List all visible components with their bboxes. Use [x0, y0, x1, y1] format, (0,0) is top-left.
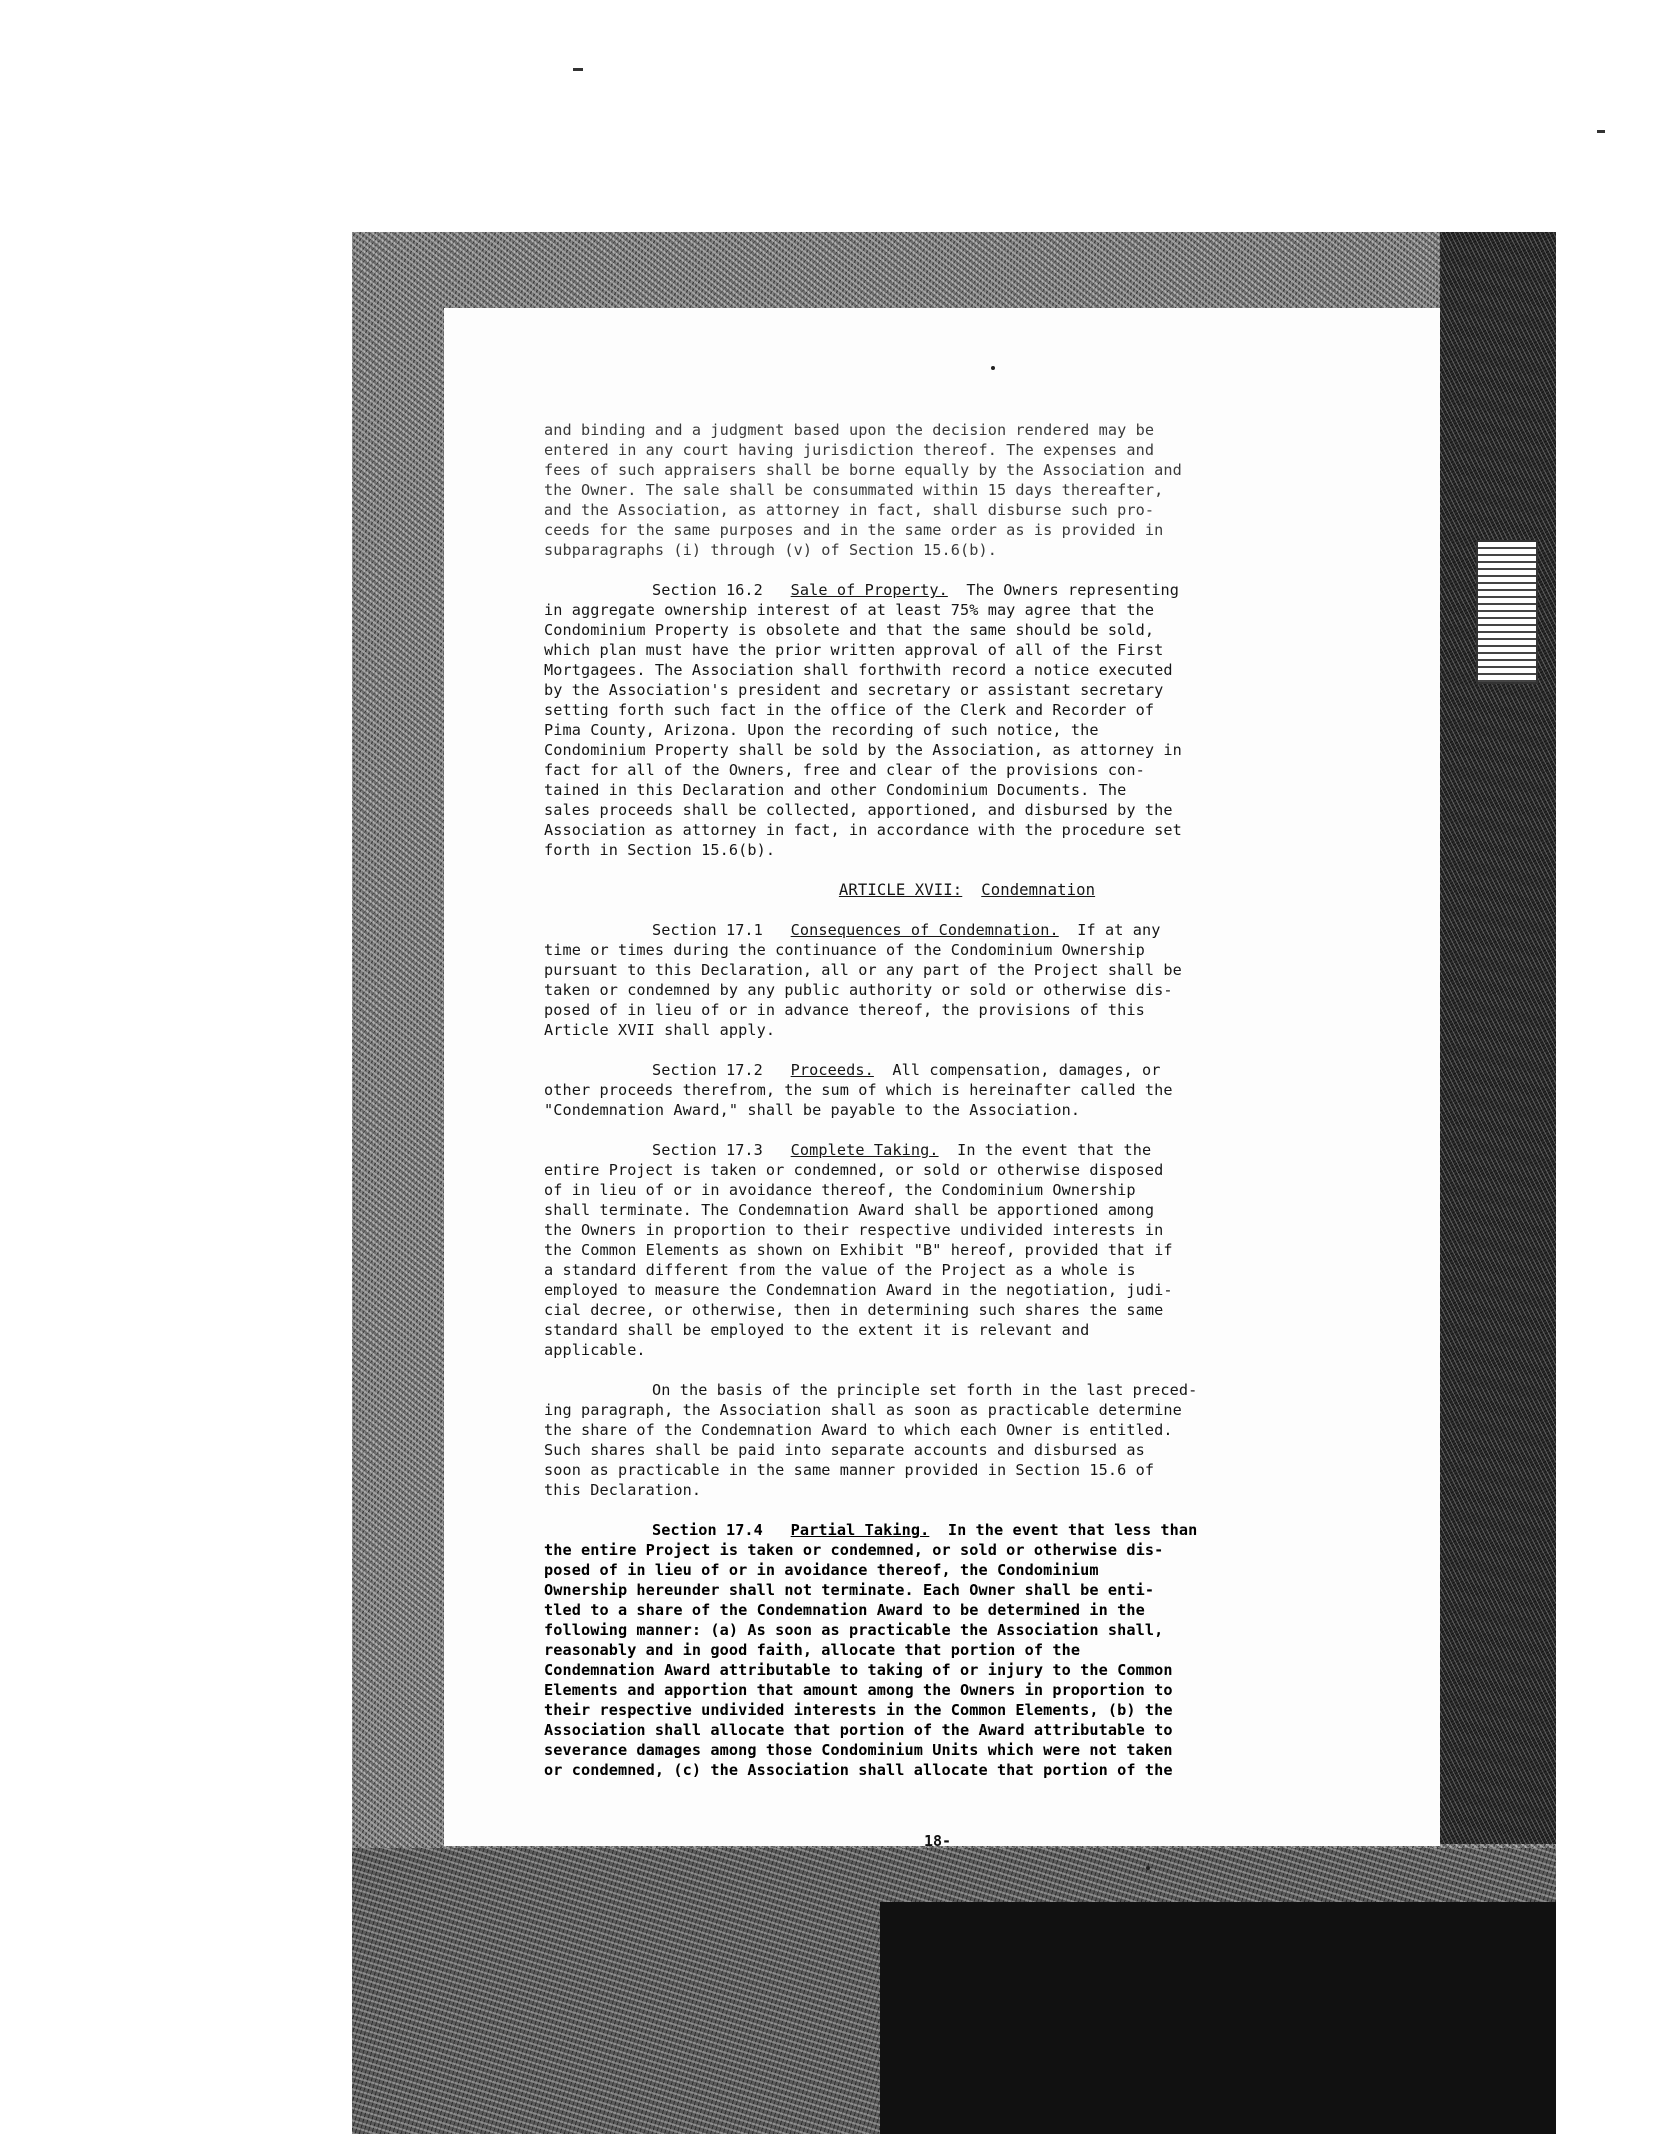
text-line: subparagraphs (i) through (v) of Section 15.6(b). [544, 541, 997, 559]
text-line: taken or condemned by any public authority or sold or otherwise dis- [544, 981, 1173, 999]
text-line: sales proceeds shall be collected, apportioned, and disbursed by the [544, 801, 1173, 819]
text-line: the Common Elements as shown on Exhibit "B" hereof, provided that if [544, 1241, 1173, 1259]
text-line: "Condemnation Award," shall be payable to the Association. [544, 1101, 1081, 1119]
section-first-line [544, 920, 1330, 940]
text-line: Association shall allocate that portion of the Award attributable to [544, 1721, 1173, 1739]
section-number: Section 17.3 [652, 1141, 763, 1159]
text-line: forth in Section 15.6(b). [544, 841, 776, 859]
scan-mark-right [1597, 130, 1605, 133]
text-line: Condominium Property shall be sold by the Association, as attorney in [544, 741, 1182, 759]
text-line: and the Association, as attorney in fact, shall disburse such pro- [544, 501, 1155, 519]
text-line: and binding and a judgment based upon the decision rendered may be [544, 421, 1155, 439]
text-line: In the event that less than [947, 1521, 1198, 1539]
text-line: Such shares shall be paid into separate accounts and disbursed as [544, 1441, 1145, 1459]
text-line: their respective undivided interests in the Common Elements, (b) the [544, 1701, 1173, 1719]
text-line: ceeds for the same purposes and in the same order as is provided in [544, 521, 1164, 539]
text-line: standard shall be employed to the extent it is relevant and [544, 1321, 1090, 1339]
text-line: posed of in lieu of or in advance thereof, the provisions of this [544, 1001, 1145, 1019]
text-line: Elements and apportion that amount among the Owners in proportion to [544, 1681, 1173, 1699]
section-17-1 [544, 920, 1330, 1040]
text-line: Mortgagees. The Association shall forthwith record a notice executed [544, 661, 1173, 679]
text-line: Article XVII shall apply. [544, 1021, 776, 1039]
text-line: the entire Project is taken or condemned, or sold or otherwise dis- [544, 1541, 1164, 1559]
text-line: Association as attorney in fact, in accordance with the procedure set [544, 821, 1182, 839]
carry-over-paragraph [544, 420, 1330, 560]
text-line: tained in this Declaration and other Condominium Documents. The [544, 781, 1127, 799]
text-line: fact for all of the Owners, free and clear of the provisions con- [544, 761, 1145, 779]
section-number: Section 17.4 [652, 1521, 763, 1539]
text-line: Ownership hereunder shall not terminate. Each Owner shall be enti- [544, 1581, 1155, 1599]
text-line: shall terminate. The Condemnation Award shall be apportioned among [544, 1201, 1155, 1219]
text-line: Pima County, Arizona. Upon the recording of such notice, the [544, 721, 1099, 739]
section-heading: Sale of Property. [790, 581, 948, 599]
text-line: which plan must have the prior written approval of all of the First [544, 641, 1164, 659]
text-line: applicable. [544, 1341, 646, 1359]
section-17-2 [544, 1060, 1330, 1120]
document-page [444, 308, 1440, 1850]
text-line: The Owners representing [966, 581, 1179, 599]
scan-speck [991, 366, 995, 370]
section-heading: Partial Taking. [790, 1521, 930, 1539]
scanned-border-right [1440, 232, 1556, 1844]
text-line: this Declaration. [544, 1481, 702, 1499]
text-line: posed of in lieu of or in avoidance thereof, the Condominium [544, 1561, 1099, 1579]
text-line: reasonably and in good faith, allocate that portion of the [544, 1641, 1081, 1659]
section-first-line [544, 1520, 1330, 1540]
article-prefix: ARTICLE XVII: [838, 881, 963, 899]
text-line: the share of the Condemnation Award to which each Owner is entitled. [544, 1421, 1173, 1439]
article-title: Condemnation [981, 881, 1096, 899]
text-line: tled to a share of the Condemnation Award to be determined in the [544, 1601, 1145, 1619]
text-line: time or times during the continuance of the Condominium Ownership [544, 941, 1145, 959]
text-line: severance damages among those Condominium Units which were not taken [544, 1741, 1173, 1759]
section-17-3 [544, 1140, 1330, 1360]
text-line: or condemned, (c) the Association shall allocate that portion of the [544, 1761, 1173, 1779]
side-tab-mark [1476, 540, 1538, 684]
text-line: In the event that the [957, 1141, 1152, 1159]
section-first-line [544, 580, 1330, 600]
section-heading: Consequences of Condemnation. [790, 921, 1059, 939]
text-line: ing paragraph, the Association shall as soon as practicable determine [544, 1401, 1182, 1419]
section-first-line [544, 1140, 1330, 1160]
scan-mark-top [573, 68, 583, 71]
text-line: employed to measure the Condemnation Award in the negotiation, judi- [544, 1281, 1173, 1299]
text-line: the Owners in proportion to their respective undivided interests in [544, 1221, 1164, 1239]
section-heading: Complete Taking. [790, 1141, 939, 1159]
text-line: fees of such appraisers shall be borne equally by the Association and [544, 461, 1182, 479]
section-heading: Proceeds. [790, 1061, 874, 1079]
text-line: On the basis of the principle set forth in the last preced- [652, 1381, 1198, 1399]
text-line: by the Association's president and secretary or assistant secretary [544, 681, 1164, 699]
text-line: entered in any court having jurisdiction thereof. The expenses and [544, 441, 1155, 459]
section-16-2 [544, 580, 1330, 860]
text-line: other proceeds therefrom, the sum of which is hereinafter called the [544, 1081, 1173, 1099]
text-line: cial decree, or otherwise, then in determining such shares the same [544, 1301, 1164, 1319]
text-line: soon as practicable in the same manner provided in Section 15.6 of [544, 1461, 1155, 1479]
page-number: 18- [924, 1832, 952, 1850]
text-line: Condominium Property is obsolete and that the same should be sold, [544, 621, 1155, 639]
section-number: Section 17.2 [652, 1061, 763, 1079]
text-line: entire Project is taken or condemned, or sold or otherwise disposed [544, 1161, 1164, 1179]
section-17-4 [544, 1520, 1330, 1780]
text-line: the Owner. The sale shall be consummated within 15 days thereafter, [544, 481, 1164, 499]
document-body [544, 420, 1330, 1800]
scan-speck [1146, 1866, 1150, 1870]
text-line: If at any [1077, 921, 1161, 939]
text-line: pursuant to this Declaration, all or any part of the Project shall be [544, 961, 1182, 979]
section-first-line [544, 1060, 1330, 1080]
section-number: Section 16.2 [652, 581, 763, 599]
text-line: Condemnation Award attributable to taking of or injury to the Common [544, 1661, 1173, 1679]
section-number: Section 17.1 [652, 921, 763, 939]
article-heading [544, 880, 1330, 900]
text-line: of in lieu of or in avoidance thereof, the Condominium Ownership [544, 1181, 1136, 1199]
text-line: a standard different from the value of the Project as a whole is [544, 1261, 1136, 1279]
text-line: setting forth such fact in the office of the Clerk and Recorder of [544, 701, 1155, 719]
text-line: following manner: (a) As soon as practicable the Association shall, [544, 1621, 1164, 1639]
scanned-shadow-bottom [880, 1902, 1556, 2134]
text-line: All compensation, damages, or [892, 1061, 1161, 1079]
basis-paragraph [544, 1380, 1330, 1500]
text-line: in aggregate ownership interest of at least 75% may agree that the [544, 601, 1155, 619]
